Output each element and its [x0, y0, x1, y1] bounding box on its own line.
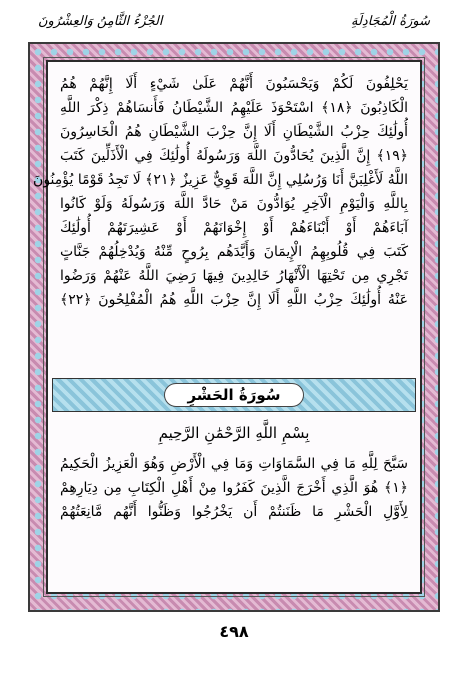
surah-banner	[52, 378, 416, 412]
surah-banner-title: سُورَةُ الحَشْرِ	[164, 383, 303, 407]
verse-line: ﴿١﴾ هُوَ الَّذِي أَخْرَجَ الَّذِينَ كَفَرُوا مِنْ أَهْلِ الْكِتَابِ مِن دِيَارِهِمْ	[60, 480, 408, 496]
ornamental-border	[28, 42, 440, 612]
verse-line: الْكَاذِبُونَ ﴿١٨﴾ اسْتَحْوَذَ عَلَيْهِمُ الشَّيْطَانُ فَأَنسَاهُمْ ذِكْرَ اللَّهِ	[60, 100, 409, 116]
verses-top	[33, 72, 420, 312]
page-number: ٤٩٨	[219, 622, 249, 641]
verse-line: سَبَّحَ لِلَّهِ مَا فِي السَّمَاوَاتِ وَمَا فِي الْأَرْضِ وَهُوَ الْعَزِيزُ الْحَكِيمُ	[60, 456, 408, 472]
verse-line: اللَّهُ لَأَغْلِبَنَّ أَنَا وَرُسُلِي إِنَّ اللَّهَ قَوِيٌّ عَزِيزٌ ﴿٢١﴾ لَا تَجِدُ قَوْمًا يُؤْمِنُونَ	[33, 172, 408, 188]
verse-line: كَتَبَ فِي قُلُوبِهِمُ الْإِيمَانَ وَأَيَّدَهُم بِرُوحٍ مِّنْهُ وَيُدْخِلُهُمْ جَنَّاتٍ	[60, 244, 408, 260]
juz-name-header: الجُزْءُ الثَّامِنُ وَالعِشْرُونَ	[38, 14, 163, 29]
verse-line: ﴿١٩﴾ إِنَّ الَّذِينَ يُحَادُّونَ اللَّهَ وَرَسُولَهُ أُولَٰئِكَ فِي الْأَذَلِّينَ كَتَبَ	[60, 148, 408, 164]
surah-name-header: سُورَةُ الْمُجَادِلَةِ	[351, 14, 430, 29]
verse-line: تَجْرِي مِن تَحْتِهَا الْأَنْهَارُ خَالِدِينَ فِيهَا رَضِيَ اللَّهُ عَنْهُمْ وَرَضُوا	[60, 268, 408, 284]
text-area	[33, 60, 422, 594]
verse-line: يَحْلِفُونَ لَكُمْ وَيَحْسَبُونَ أَنَّهُمْ عَلَىٰ شَيْءٍ أَلَا إِنَّهُمْ هُمُ	[60, 76, 408, 92]
verse-line: عَنْهُ أُولَٰئِكَ حِزْبُ اللَّهِ أَلَا إِنَّ حِزْبَ اللَّهِ هُمُ الْمُفْلِحُونَ ﴿٢٢﴾	[60, 292, 408, 308]
verse-line: آبَاءَهُمْ أَوْ أَبْنَاءَهُمْ أَوْ إِخْوَانَهُمْ أَوْ عَشِيرَتَهُمْ أُولَٰئِكَ	[60, 220, 408, 236]
verses-bottom	[48, 452, 420, 524]
basmala: بِسْمِ اللَّهِ الرَّحْمَٰنِ الرَّحِيمِ	[158, 424, 310, 442]
verse-line: لِأَوَّلِ الْحَشْرِ مَا ظَنَنتُمْ أَن يَخْرُجُوا وَظَنُّوا أَنَّهُم مَّانِعَتُهُمْ	[60, 504, 408, 520]
verse-line: بِاللَّهِ وَالْيَوْمِ الْآخِرِ يُوَادُّونَ مَنْ حَادَّ اللَّهَ وَرَسُولَهُ وَلَوْ كَانُوا	[60, 196, 408, 212]
verse-line: أُولَٰئِكَ حِزْبُ الشَّيْطَانِ أَلَا إِنَّ حِزْبَ الشَّيْطَانِ هُمُ الْخَاسِرُونَ	[60, 124, 408, 140]
